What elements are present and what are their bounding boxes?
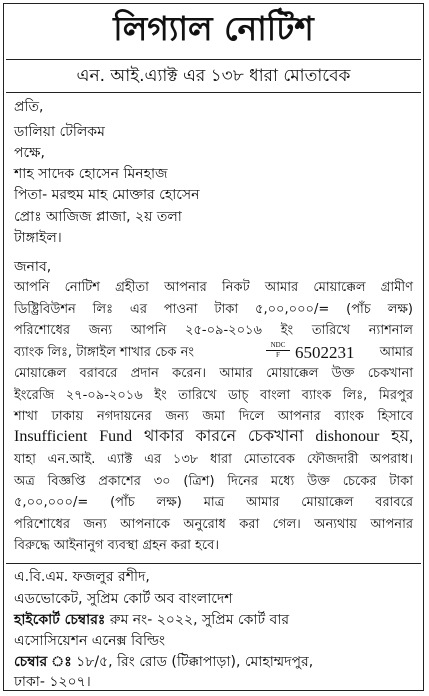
body-line: আপনি নোটিশ গ্রহীতা আপনার নিকট আমার মোয়াক্কেল গ্রামীণ [14,280,413,295]
body-line: ডিষ্ট্রিবিউশন লিঃ এর পাওনা টাকা ৫,০০,০০০/= (পাঁচ লক্ষ) [14,302,413,317]
salutation: জনাব, [14,259,52,275]
notice-subtitle: এন. আই.এ্যাক্ট এর ১৩৮ ধারা মোতাবেক [76,66,351,86]
behalf-label: পক্ষে, [14,145,45,161]
office-label: চেম্বার ঃ [14,654,72,670]
cheque-prefix [266,342,290,359]
notice-title: লিগ্যাল নোটিশ [113,9,314,48]
subtitle-divider [6,92,421,93]
recipient-company: ডালিয়া টেলিকম [14,124,105,140]
recipient-father: পিতা- মরহুম মাহ মোক্তার হোসেন [14,187,200,203]
cheque-number: 6502231 [295,343,355,362]
office-address: ১৮/৫, রিং রোড (টিক্কাপাড়া), মোহাম্মদপুর, [76,654,314,670]
cheque-prefix-bottom: F [276,351,280,359]
office-line [14,655,313,669]
body-line: যাহা এন.আই. এ্যাক্ট এর ১৩৮ ধারা মোতাবেক ফৌজদারী অপরাধ। [14,452,413,467]
body-line-cheque-text: ব্যাংক লিঃ, টাঙ্গাইল শাখার চেক নং [14,345,194,360]
chamber-line [14,613,289,627]
signatory-name: এ.বি.এম. ফজলুর রশীদ, [14,569,150,585]
body-line: ৫,০০,০০০/= (পাঁচ লক্ষ) মাত্র আমার মোয়াক্কেল বরাবরে [14,495,413,510]
cheque-prefix-top: NDC [266,342,290,351]
recipient-person: শাহ সাদেক হোসেন মিনহাজ [14,166,168,182]
signatory-title: এডভোকেট, সুপ্রিম কোর্ট অব বাংলাদেশ [14,591,233,607]
legal-notice [3,3,424,691]
body-line: মোয়াক্কেল বরাবরে প্রদান করেন। আমার মোয়াক্কেল উক্ত চেকখানা [14,366,413,381]
body-line: অত্র বিজ্ঞপ্তি প্রকাশের ৩০ (ত্রিশ) দিনের মধ্যে উক্ত চেকের টাকা [14,474,413,489]
body-line: পরিশোধের জন্য আপনাকে অনুরোধ করা গেল। অন্যথায় আপনার [14,517,413,532]
office-city: ঢাকা- ১২০৭। [14,674,91,690]
signature-divider [6,563,421,564]
body-line-cheque-end: আমার [379,345,413,360]
body-line-english: Insufficient Fund থাকার কারনে চেকখানা dishonour হয়, [14,428,413,445]
title-divider [6,59,421,60]
chamber-label: হাইকোর্ট চেম্বারঃ [14,612,106,628]
recipient-address-line-2: টাঙ্গাইল। [14,230,62,246]
recipient-address-line-1: প্রোঃ আজিজ প্লাজা, ২য় তলা [14,209,182,225]
body-line: শাখা ঢাকায় নগদায়নের জন্য জমা দিলে আপনার ব্যাংক হিসাবে [14,409,413,424]
body-line: পরিশোধের জন্য আপনি ২৫-০৯-২০১৬ ইং তারিখে ন্যাশনাল [14,323,413,338]
body-line: বিরুদ্ধে আইনানুগ ব্যবস্থা গ্রহন করা হবে। [14,538,219,553]
body-line: ইংরেজি ২৭-০৯-২০১৬ ইং তারিখে ডাচ্ বাংলা ব্যাংক লিঃ, মিরপুর [14,388,413,403]
chamber-address-line-2: এসোসিয়েশন এনেক্স বিল্ডিং [14,633,166,649]
chamber-address: রুম নং- ২০২২, সুপ্রিম কোর্ট বার [109,612,290,628]
to-label: প্রতি, [14,99,44,115]
